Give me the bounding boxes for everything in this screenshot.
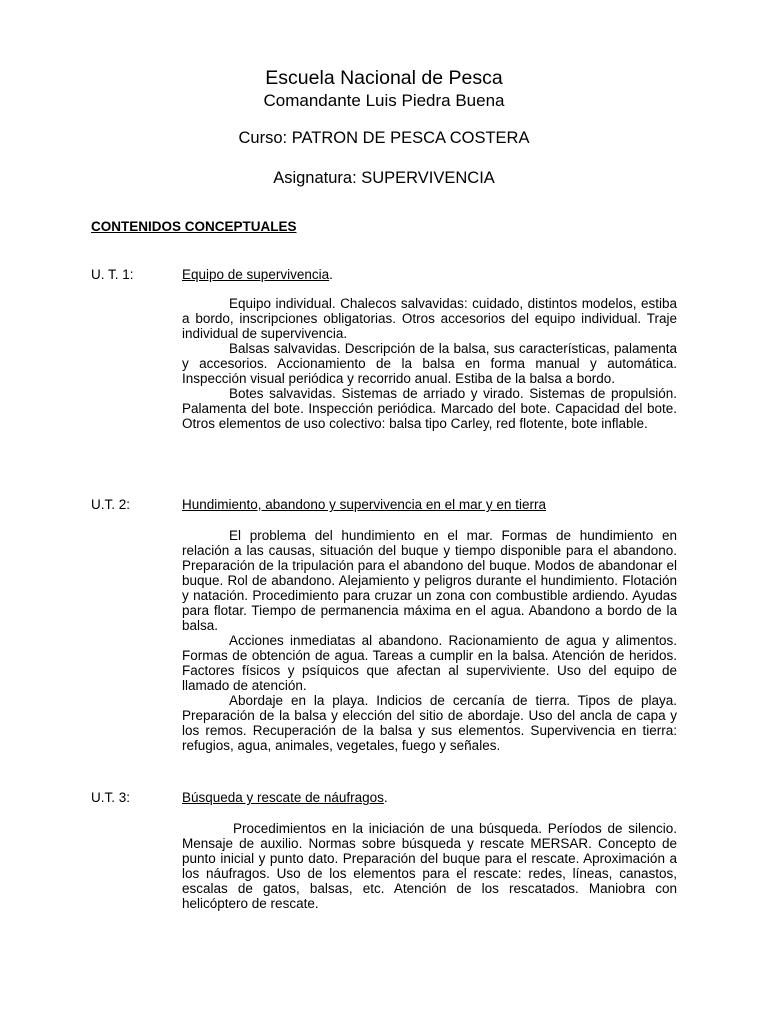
unit-number: U.T. 3: — [91, 790, 131, 805]
unit-title-text: Búsqueda y rescate de náufragos — [182, 790, 384, 805]
school-name: Escuela Nacional de Pesca — [265, 67, 503, 89]
unit-title — [182, 267, 333, 282]
unit-paragraph: Botes salvavidas. Sistemas de arriado y virado. Sistemas de propulsión. Palamenta del bote. Inspección periódica. Marcado del bote. Capacidad del bote. Otros elementos de uso colectivo: balsa tipo Carley, red flotente, bote inflable. — [182, 386, 677, 431]
unit-title-suffix: . — [383, 790, 388, 805]
unit-body — [182, 528, 677, 753]
section-title: CONTENIDOS CONCEPTUALES — [91, 219, 297, 234]
unit-paragraph: Balsas salvavidas. Descripción de la balsa, sus características, palamenta y accesorios. Accionamiento de la balsa en forma manual y automática. Inspección visual periódica y recorrido anual. Estiba de la balsa a bordo. — [182, 341, 677, 386]
unit-number: U. T. 1: — [91, 267, 134, 282]
unit-paragraph: Acciones inmediatas al abandono. Racionamiento de agua y alimentos. Formas de obtención de agua. Tareas a cumplir en la balsa. Atención de heridos. Factores físicos y psíquicos que afectan al superviviente. Uso del equipo de llamado de atención. — [182, 633, 677, 693]
subject-title: Asignatura: SUPERVIVENCIA — [273, 169, 495, 187]
unit-paragraph: El problema del hundimiento en el mar. Formas de hundimiento en relación a las causas, situación del buque y tiempo disponible para el abandono. Preparación de la tripulación para el abandono del buque. Modos de abandonar el buque. Rol de abandono. Alejamiento y peligros durante el hundimiento. Flotación y natación. Procedimiento para cruzar un zona con combustible ardiendo. Ayudas para flotar. Tiempo de permanencia máxima en el agua. Abandono a bordo de la balsa. — [182, 528, 677, 633]
unit-body — [182, 296, 677, 431]
unit-title-text: Hundimiento, abandono y supervivencia en el mar y en tierra — [182, 497, 546, 512]
unit-title-suffix: . — [329, 267, 333, 282]
course-title: Curso: PATRON DE PESCA COSTERA — [238, 129, 530, 147]
unit-title — [182, 497, 546, 512]
unit-body — [182, 821, 677, 911]
school-commander-name: Comandante Luis Piedra Buena — [263, 91, 505, 110]
unit-paragraph: Abordaje en la playa. Indicios de cercanía de tierra. Tipos de playa. Preparación de la balsa y elección del sitio de abordaje. Uso del ancla de capa y los remos. Recuperación de la balsa y sus elementos. Supervivencia en tierra: refugios, agua, animales, vegetales, fuego y señales. — [182, 693, 677, 753]
unit-paragraph: Procedimientos en la iniciación de una búsqueda. Períodos de silencio. Mensaje de auxilio. Normas sobre búsqueda y rescate MERSAR. Concepto de punto inicial y punto dato. Preparación del buque para el rescate. Aproximación a los náufragos. Uso de los elementos para el rescate: redes, líneas, canastos, escalas de gatos, balsas, etc. Atención de los rescatados. Maniobra con helicóptero de rescate. — [182, 821, 677, 911]
unit-paragraph: Equipo individual. Chalecos salvavidas: cuidado, distintos modelos, estiba a bordo, inscripciones obligatorias. Otros accesorios del equipo individual. Traje individual de supervivencia. — [182, 296, 677, 341]
document-header — [0, 66, 768, 188]
unit-title-text: Equipo de supervivencia — [182, 267, 330, 282]
unit-title — [182, 790, 388, 805]
unit-number: U.T. 2: — [91, 497, 131, 512]
